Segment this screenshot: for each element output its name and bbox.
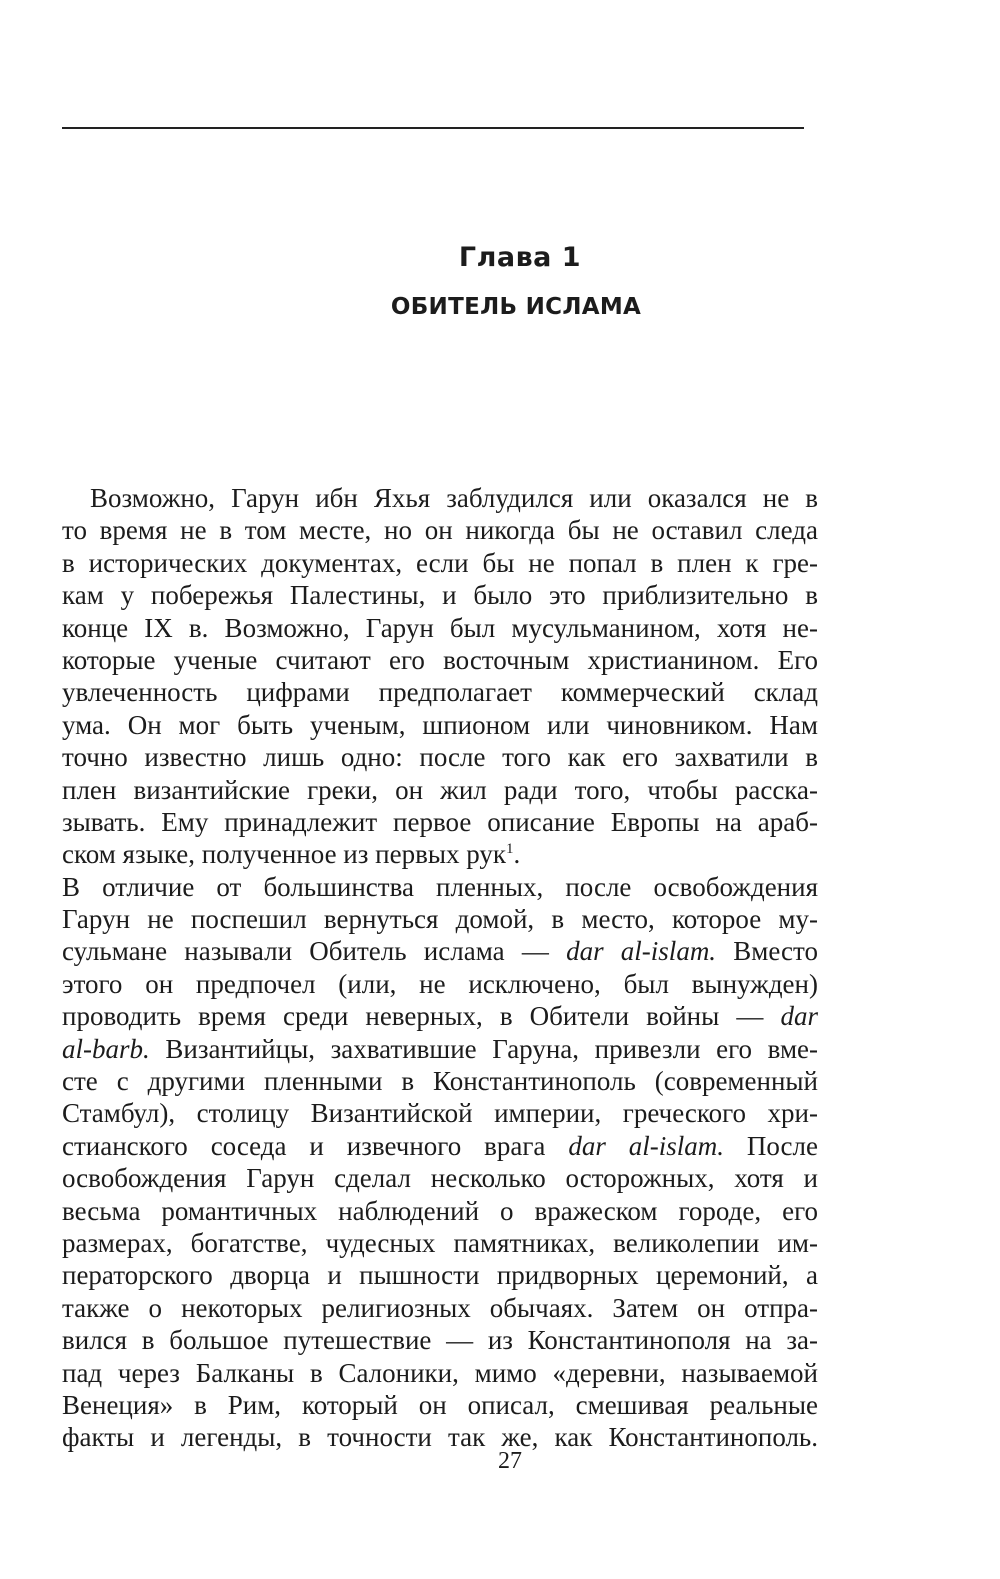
text-line: ператорского дворца и пышности придворных церемоний, а xyxy=(62,1260,818,1291)
text-line: то время не в том месте, но он никогда бы не оставил следа xyxy=(62,515,818,546)
text-line: увлеченность цифрами предполагает коммерческий склад xyxy=(62,677,818,708)
body-text xyxy=(62,482,818,1454)
text-line: В отличие от большинства пленных, после освобождения xyxy=(62,871,818,902)
text-line: которые ученые считают его восточным христианином. Его xyxy=(62,644,818,675)
text-line: этого он предпочел (или, не исключено, был вынужден) xyxy=(62,968,818,999)
paragraph-2 xyxy=(62,871,818,1454)
text-line: сте с другими пленными в Константинополь (современный xyxy=(62,1066,818,1097)
text-line: факты и легенды, в точности так же, как Константинополь. xyxy=(62,1422,818,1453)
text-line: сульмане называли Обитель ислама — dar al-islam. Вместо xyxy=(62,936,818,967)
text-line: размерах, богатстве, чудесных памятниках, великолепии им- xyxy=(62,1227,818,1258)
text-line: вился в большое путешествие — из Константинополя на за- xyxy=(62,1325,818,1356)
text-line: Гарун не поспешил вернуться домой, в место, которое му- xyxy=(62,904,818,935)
text-line: освобождения Гарун сделал несколько осторожных, хотя и xyxy=(62,1163,818,1194)
text-line: Стамбул), столицу Византийской империи, греческого хри- xyxy=(62,1098,818,1129)
text-line: ском языке, полученное из первых рук$^1$. xyxy=(62,839,521,870)
text-line: весьма романтичных наблюдений о вражеском городе, его xyxy=(62,1195,818,1226)
text-line: кам у побережья Палестины, и было это приблизительно в xyxy=(62,580,818,611)
text-line: Возможно, Гарун ибн Яхья заблудился или оказался не в xyxy=(90,483,818,513)
chapter-number: Глава 1 xyxy=(458,242,582,273)
text-line: стианского соседа и извечного врага dar al-islam. После xyxy=(62,1130,818,1161)
text-line: также о некоторых религиозных обычаях. Затем он отпра- xyxy=(62,1292,818,1323)
footnote-ref: 1 xyxy=(506,841,514,858)
top-rule xyxy=(62,127,804,129)
text-line: конце IX в. Возможно, Гарун был мусульманином, хотя не- xyxy=(62,612,818,643)
text-line: Венеция» в Рим, который он описал, смешивая реальные xyxy=(62,1389,818,1420)
text-line: точно известно лишь одно: после того как его захватили в xyxy=(62,742,818,773)
text-line: зывать. Ему принадлежит первое описание Европы на араб- xyxy=(62,806,818,837)
paragraph-1 xyxy=(62,482,818,871)
page-number: 27 xyxy=(498,1448,522,1474)
text-line: ума. Он мог быть ученым, шпионом или чиновником. Нам xyxy=(62,709,818,740)
text-line: плен византийские греки, он жил ради того, чтобы расска- xyxy=(62,774,818,805)
text-line: проводить время среди неверных, в Обители войны — dar xyxy=(62,1001,818,1032)
text-line: пад через Балканы в Салоники, мимо «деревни, называемой xyxy=(62,1357,818,1388)
chapter-title: ОБИТЕЛЬ ИСЛАМА xyxy=(390,294,642,320)
text-line: в исторических документах, если бы не попал в плен к гре- xyxy=(62,547,818,578)
text-line: al-barb. Византийцы, захватившие Гаруна, привезли его вме- xyxy=(62,1033,818,1064)
